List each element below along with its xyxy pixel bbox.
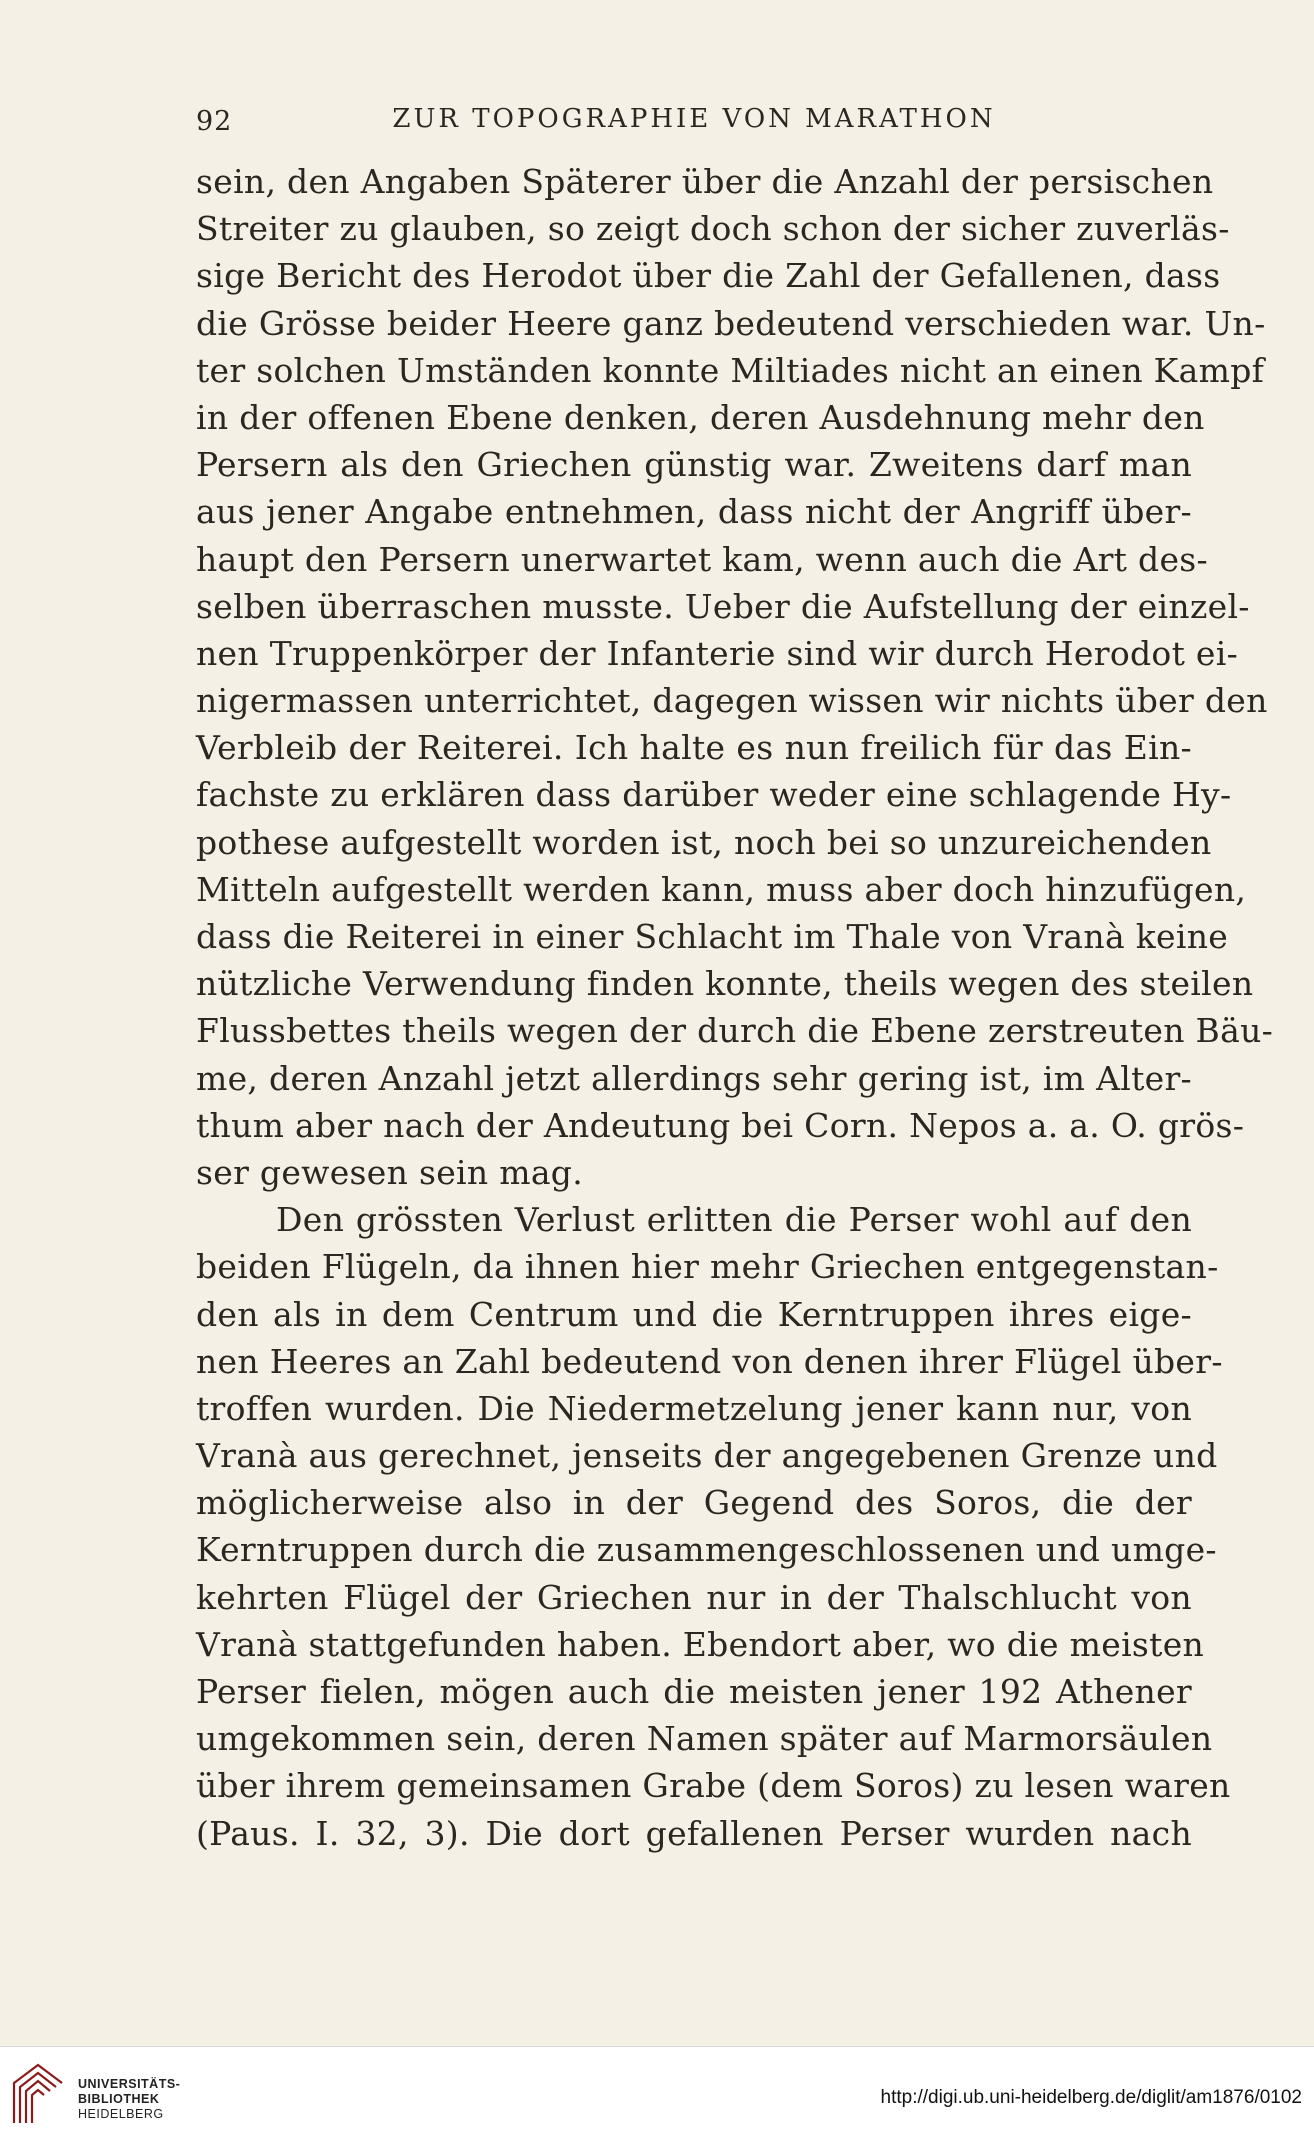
text-line: möglicherweise also in der Gegend des Soros, die der xyxy=(196,1483,1192,1523)
text-line: in der offenen Ebene denken, deren Ausdehnung mehr den xyxy=(196,397,1205,437)
text-line: nen Heeres an Zahl bedeutend von denen ihrer Flügel über- xyxy=(196,1341,1223,1381)
text-line: (Paus. I. 32, 3). Die dort gefallenen Perser wurden nach xyxy=(196,1813,1192,1853)
page-number: 92 xyxy=(196,106,233,137)
text-line: sige Bericht des Herodot über die Zahl der Gefallenen, dass xyxy=(196,256,1221,296)
text-line: ser gewesen sein mag. xyxy=(196,1152,584,1192)
text-line: Den grössten Verlust erlitten die Perser wohl auf den xyxy=(276,1200,1192,1240)
library-logo-icon[interactable] xyxy=(10,2061,66,2127)
text-line: ter solchen Umständen konnte Miltiades nicht an einen Kampf xyxy=(196,350,1265,390)
text-line: nen Truppenkörper der Infanterie sind wir durch Herodot ei- xyxy=(196,633,1239,673)
text-line: die Grösse beider Heere ganz bedeutend verschieden war. Un- xyxy=(196,303,1266,343)
text-line: Vranà stattgefunden haben. Ebendort aber, wo die meisten xyxy=(196,1624,1205,1664)
text-line: nigermassen unterrichtet, dagegen wissen wir nichts über den xyxy=(196,681,1268,721)
text-line: selben überraschen musste. Ueber die Aufstellung der einzel- xyxy=(196,586,1250,626)
library-name xyxy=(78,2077,180,2122)
text-line: Vranà aus gerechnet, jenseits der angegebenen Grenze und xyxy=(196,1436,1218,1476)
text-line: Kerntruppen durch die zusammengeschlossenen und umge- xyxy=(196,1530,1217,1570)
page-header xyxy=(196,100,1192,140)
text-line: über ihrem gemeinsamen Grabe (dem Soros) zu lesen waren xyxy=(196,1766,1231,1806)
text-line: me, deren Anzahl jetzt allerdings sehr gering ist, im Alter- xyxy=(196,1058,1192,1098)
permalink-url[interactable]: http://digi.ub.uni-heidelberg.de/diglit/am1876/0102 xyxy=(880,2087,1302,2108)
library-name-line-3: HEIDELBERG xyxy=(78,2107,164,2121)
body-text xyxy=(196,158,1274,1857)
text-line: den als in dem Centrum und die Kerntruppen ihres eige- xyxy=(196,1294,1192,1334)
text-line: Persern als den Griechen günstig war. Zweitens darf man xyxy=(196,445,1192,485)
text-line: pothese aufgestellt worden ist, noch bei so unzureichenden xyxy=(196,822,1212,862)
text-line: Mitteln aufgestellt werden kann, muss aber doch hinzufügen, xyxy=(196,869,1247,909)
text-line: Streiter zu glauben, so zeigt doch schon der sicher zuverläs- xyxy=(196,209,1230,249)
text-line: thum aber nach der Andeutung bei Corn. Nepos a. a. O. grös- xyxy=(196,1105,1245,1145)
text-line: kehrten Flügel der Griechen nur in der Thalschlucht von xyxy=(196,1577,1192,1617)
footer-bar xyxy=(0,2046,1314,2149)
text-line: aus jener Angabe entnehmen, dass nicht der Angriff über- xyxy=(196,492,1192,532)
text-line: sein, den Angaben Späterer über die Anzahl der persischen xyxy=(196,162,1214,201)
text-line: dass die Reiterei in einer Schlacht im Thale von Vranà keine xyxy=(196,917,1229,956)
text-line: Flussbettes theils wegen der durch die Ebene zerstreuten Bäu- xyxy=(196,1011,1274,1051)
text-line: umgekommen sein, deren Namen später auf Marmorsäulen xyxy=(196,1719,1213,1759)
text-line: troffen wurden. Die Niedermetzelung jener kann nur, von xyxy=(196,1388,1192,1428)
running-title: ZUR TOPOGRAPHIE VON MARATHON xyxy=(392,104,996,134)
text-line: Perser fielen, mögen auch die meisten jener 192 Athener xyxy=(196,1672,1192,1711)
text-line: nützliche Verwendung finden konnte, theils wegen des steilen xyxy=(196,964,1254,1004)
library-name-line-2: BIBLIOTHEK xyxy=(78,2092,160,2106)
text-line: Verbleib der Reiterei. Ich halte es nun freilich für das Ein- xyxy=(196,728,1192,768)
text-line: beiden Flügeln, da ihnen hier mehr Griechen entgegenstan- xyxy=(196,1247,1219,1287)
text-line: fachste zu erklären dass darüber weder eine schlagende Hy- xyxy=(196,775,1232,815)
text-line: haupt den Persern unerwartet kam, wenn auch die Art des- xyxy=(196,539,1208,579)
library-name-line-1: UNIVERSITÄTS- xyxy=(78,2077,181,2091)
